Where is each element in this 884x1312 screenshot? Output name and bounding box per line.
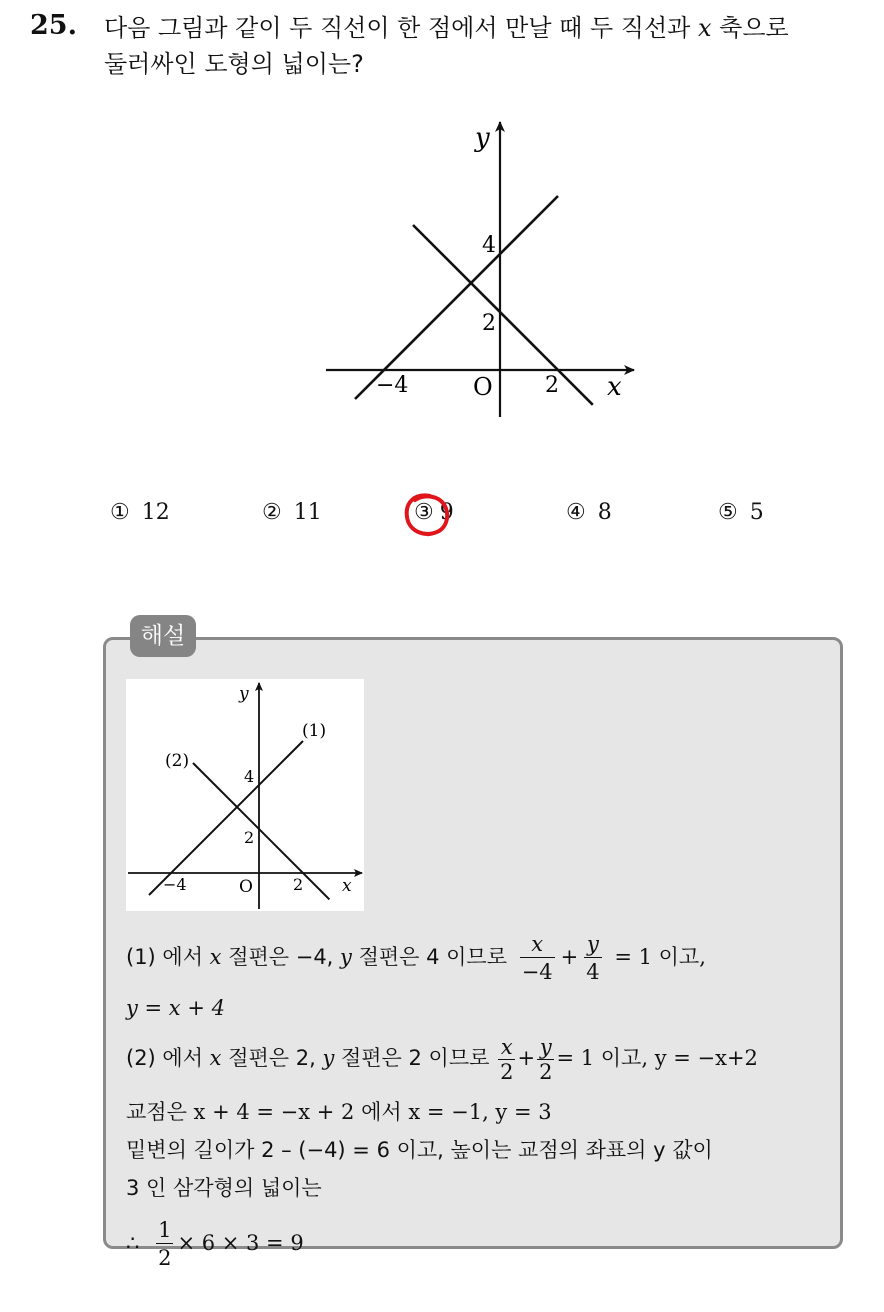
sol-l3-plus: + (517, 1046, 536, 1070)
question-line-2: 둘러싸인 도형의 넓이는? (104, 50, 364, 78)
choice-3-mark: ③ (414, 500, 434, 525)
sol-l3-frac-2 (537, 1035, 554, 1084)
choice-2-value: 11 (293, 500, 322, 525)
question-text (104, 10, 874, 82)
graph-origin-label: O (473, 373, 493, 401)
sol-l4-c: 에서 (354, 1100, 409, 1124)
solution-line-3 (126, 1030, 758, 1086)
choice-3-value: 9 (439, 500, 454, 525)
sol-l3-y: y (322, 1046, 335, 1070)
sol-l3-frac-1-den: 2 (500, 1059, 514, 1084)
sol-l1-d: = 1 이고, (607, 945, 706, 969)
sol-l3-frac-1-num: x (498, 1035, 515, 1060)
sol-graph-line-1-label: (1) (302, 721, 327, 741)
question-line-1-var: x (697, 14, 712, 42)
sol-l3-a: (2) 에서 (126, 1046, 210, 1070)
sol-l7-frac (156, 1217, 173, 1272)
choice-4-mark: ④ (566, 500, 586, 525)
question-line-1-a: 다음 그림과 같이 두 직선이 한 점에서 만날 때 두 직선과 (104, 14, 698, 42)
graph-tick-xm4: −4 (376, 373, 409, 398)
sol-graph-x-label: x (342, 876, 352, 896)
sol-l1-a: (1) 에서 (126, 945, 210, 969)
sol-graph-tick-x2: 2 (293, 875, 304, 894)
sol-l1-c: 절편은 4 이므로 (351, 945, 508, 969)
sol-l1-b: 절편은 −4, (221, 945, 341, 969)
question-line-1-b: 축으로 (711, 14, 789, 42)
graph-y-label: y (475, 123, 490, 153)
choice-4-value: 8 (597, 500, 612, 525)
sol-graph-tick-y4: 4 (244, 767, 255, 786)
solution-line-4 (126, 1097, 552, 1127)
sol-l4-a: 교점은 (126, 1100, 194, 1124)
question-line-1 (104, 10, 874, 46)
question-graph (310, 110, 650, 430)
choice-1[interactable] (110, 500, 170, 525)
solution-line-5: 밑변의 길이가 2 – (−4) = 6 이고, 높이는 교점의 좌표의 y 값이 (126, 1138, 713, 1162)
sol-l1-x: x (209, 945, 222, 969)
sol-l3-frac-2-num: y (537, 1035, 554, 1060)
sol-l4-d: x = −1, y = 3 (408, 1100, 552, 1124)
choice-2-mark: ② (262, 500, 282, 525)
sol-l1-frac-2 (584, 931, 601, 986)
sol-l1-frac-1-num: x (520, 931, 555, 958)
solution-line-1 (126, 929, 706, 986)
solution-tag: 해설 (130, 615, 196, 657)
graph-x-label: x (607, 372, 622, 402)
choice-4[interactable] (566, 500, 612, 525)
sol-l3-frac-1 (498, 1035, 515, 1084)
sol-l3-x: x (209, 1046, 222, 1070)
choice-5-value: 5 (749, 500, 764, 525)
sol-l3-frac-2-den: 2 (539, 1059, 553, 1084)
sol-l3-c: 절편은 2 이므로 (334, 1046, 490, 1070)
question-number: 25. (30, 10, 77, 41)
sol-graph-tick-y2: 2 (244, 828, 255, 847)
choice-5-mark: ⑤ (718, 500, 738, 525)
sol-l1-frac-1 (520, 931, 555, 986)
choice-2[interactable] (262, 500, 322, 525)
sol-graph-line-2-label: (2) (165, 751, 190, 771)
solution-line-2: y = x + 4 (126, 996, 225, 1020)
graph-tick-y4: 4 (482, 233, 496, 258)
sol-l1-frac-2-den: 4 (586, 959, 600, 984)
graph-line-1 (355, 196, 558, 399)
sol-l3-b: 절편은 2, (221, 1046, 323, 1070)
choice-1-value: 12 (141, 500, 170, 525)
sol-l7-therefore: ∴ (126, 1231, 140, 1255)
sol-graph-tick-xm4: −4 (163, 875, 187, 894)
solution-line-6: 3 인 삼각형의 넓이는 (126, 1176, 322, 1200)
answer-circle-mark (400, 490, 454, 542)
sol-l1-plus: + (560, 945, 579, 969)
sol-l7-rest: × 6 × 3 = 9 (177, 1231, 304, 1255)
sol-l7-frac-num: 1 (158, 1217, 172, 1242)
sol-l4-b: x + 4 = −x + 2 (193, 1100, 355, 1124)
sol-l1-frac-2-num: y (584, 931, 601, 958)
sol-l7-frac-den: 2 (158, 1245, 172, 1270)
sol-graph-origin-label: O (239, 877, 253, 897)
sol-graph-y-label: y (239, 684, 249, 704)
solution-line-7 (126, 1213, 304, 1273)
solution-graph (126, 679, 364, 911)
choice-5[interactable] (718, 500, 764, 525)
sol-l1-y: y (340, 945, 352, 969)
sol-l1-frac-1-den: −4 (521, 959, 553, 984)
graph-tick-x2: 2 (545, 373, 559, 398)
sol-l3-d: = 1 이고, y = −x+2 (556, 1046, 758, 1070)
graph-tick-y2: 2 (482, 311, 496, 336)
choice-1-mark: ① (110, 500, 130, 525)
